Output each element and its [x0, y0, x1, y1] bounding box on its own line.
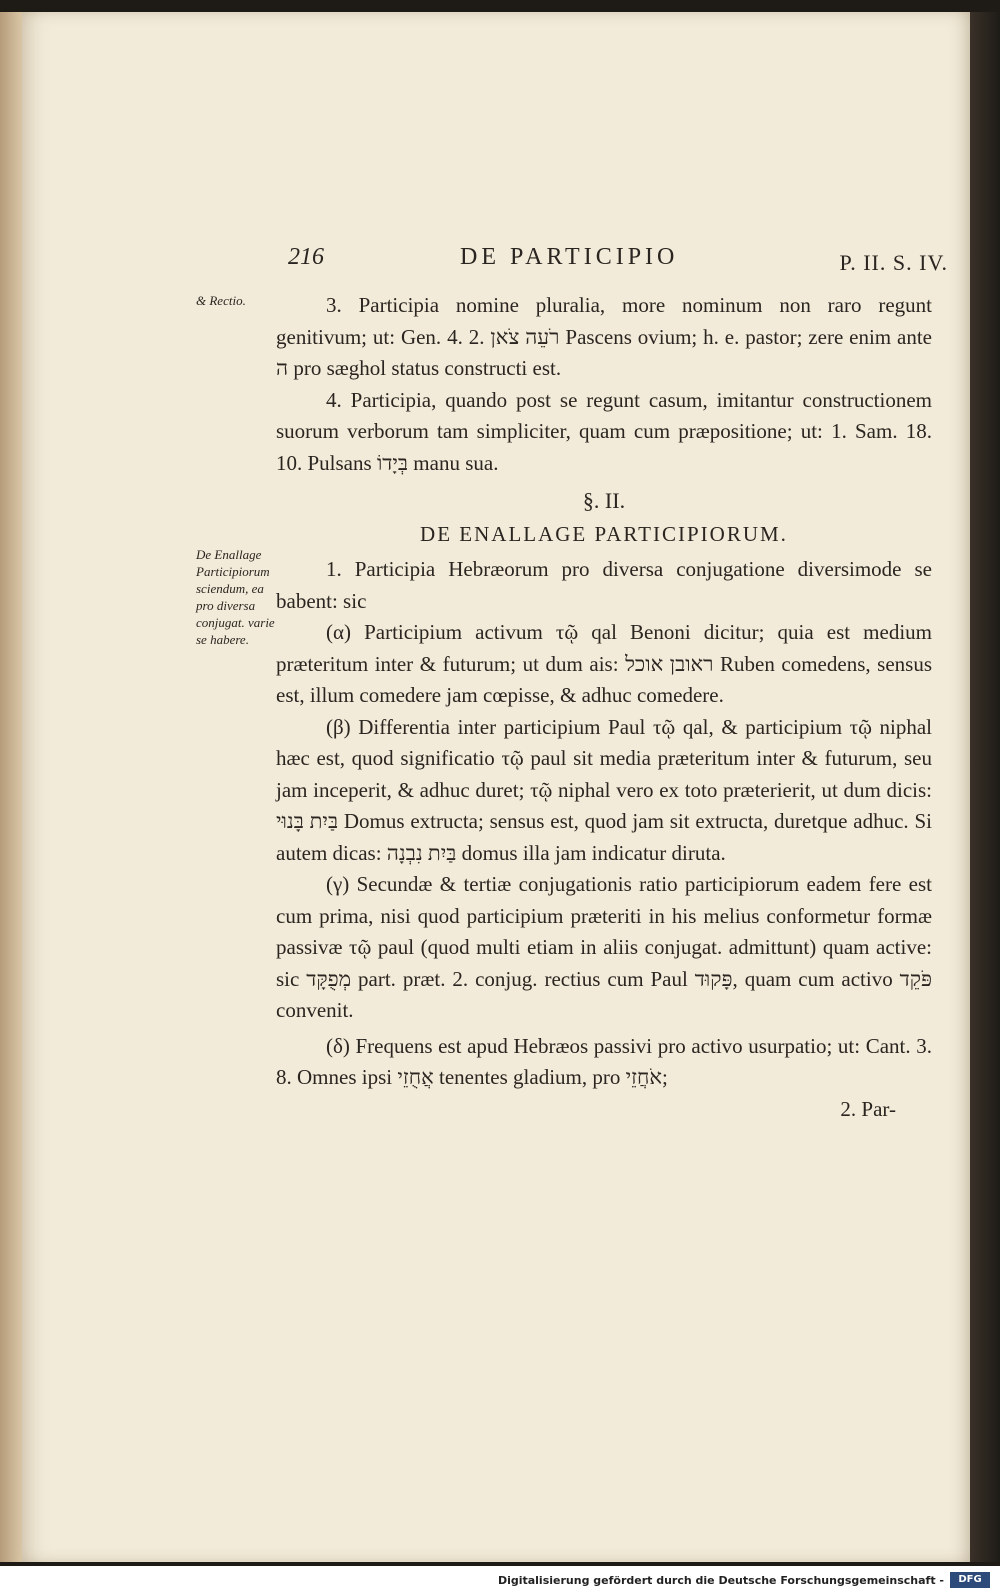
paragraph-4: 4. Participia, quando post se regunt casum, imitantur constructionem suorum verborum tam simpliciter, quam cum præpositione; ut: 1. Sam. 18. 10. Pulsans בְּיָדוֹ manu sua.: [276, 387, 932, 475]
paragraph-gamma: (γ) Secundæ & tertiæ conjugationis ratio participiorum eadem fere est cum prima, nisi quod participium præteriti in his melius conformetur formæ passivæ τῷ paul (quod multi etiam in aliis conjugat. admittunt) quam active: sic מְפֻקָּד part. præt. 2. conjug. rectius cum Paul פָּקוּד, quam cum activo פֹּקֵד convenit.: [276, 872, 933, 1022]
paragraph-beta: (β) Differentia inter participium Paul τῷ qal, & participium τῷ niphal hæc est, quod significatio τῷ paul sit media præteritum inter & futurum, seu jam inceperit, & adhuc duret; τῷ niphal vero ex toto præterierit, ut dum dicis: בַּיִת בָּנוּי Domus extructa; sensus est, quod jam sit extructa, duretque adhuc. Si autem dicas: בַּיִת נִבְנָה domus illa jam indicatur diruta.: [276, 714, 932, 865]
section-reference: P. II. S. IV.: [839, 250, 948, 275]
page-body: [276, 290, 932, 1125]
section-mark: §. II.: [582, 488, 626, 513]
book-gutter: [0, 12, 22, 1562]
section-title: DE ENALLAGE PARTICIPIORUM.: [420, 521, 788, 546]
paragraph-3: 3. Participia nomine pluralia, more nominum non raro regunt genitivum; ut: Gen. 4. 2. רֹעֵה צֹאן Pascens ovium; h. e. pastor; zere enim ante ה pro sæghol status constructi est.: [276, 293, 933, 380]
digitization-footer: [0, 1566, 1000, 1596]
margin-note-enallage: De Enallage Participiorum sciendum, ea pro diversa conjugat. varie se habere.: [196, 547, 275, 647]
page-number: 216: [288, 244, 324, 270]
book-binding-edge: [970, 12, 1000, 1562]
running-header: [280, 244, 960, 280]
paragraph-delta: (δ) Frequens est apud Hebræos passivi pro activo usurpatio; ut: Cant. 3. 8. Omnes ipsi אֲחֻזֵי tenentes gladium, pro אֹחֲזֵי;: [276, 1033, 932, 1089]
running-title: DE PARTICIPIO: [460, 244, 679, 270]
footer-credit: Digitalisierung gefördert durch die Deutsche Forschungsgemeinschaft -: [497, 1574, 944, 1587]
margin-note-rectio: & Rectio.: [196, 293, 246, 308]
catchword: 2. Par-: [840, 1096, 896, 1121]
dfg-logo: DFG: [950, 1572, 990, 1588]
paragraph-alpha: (α) Participium activum τῷ qal Benoni dicitur; quia est medium præteritum inter & futurum; ut dum ais: ראובן אוכל Ruben comedens, sensus est, illum comedere jam cœpisse, & adhuc comedere.: [276, 620, 933, 707]
paragraph-1: 1. Participia Hebræorum pro diversa conjugatione diversimode se babent: sic: [276, 557, 932, 613]
